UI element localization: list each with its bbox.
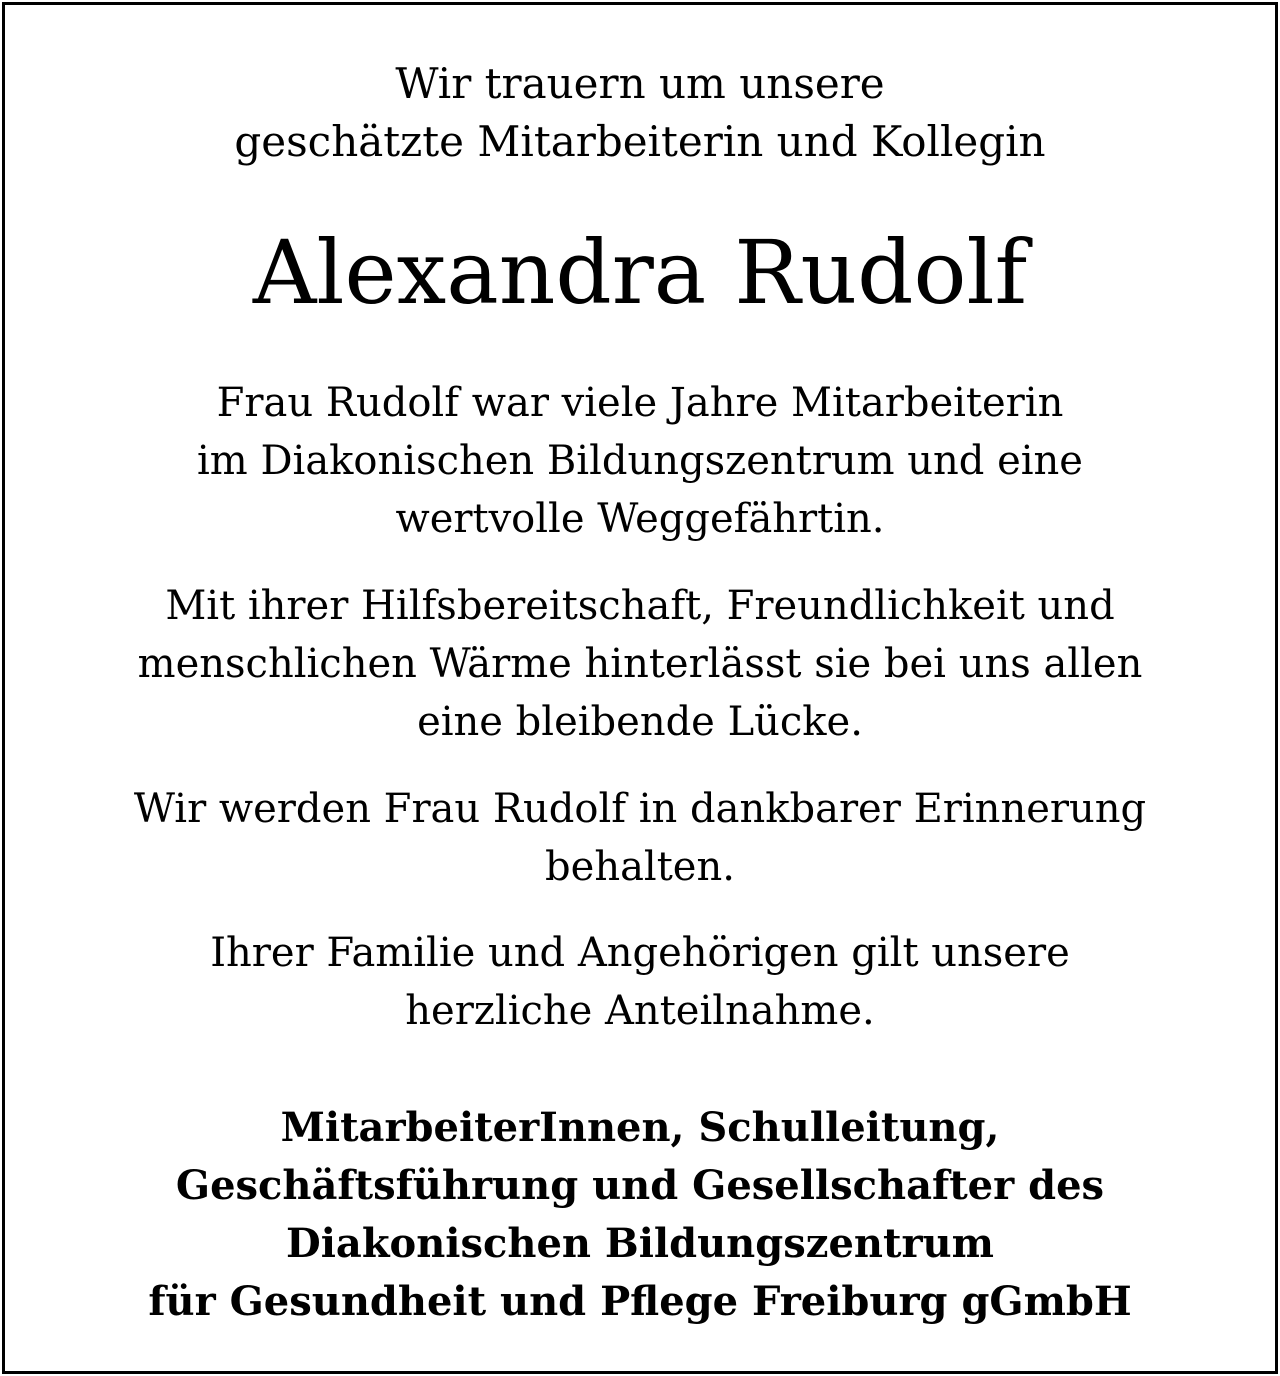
signature-line: Geschäftsführung und Gesellschafter des (175, 1162, 1105, 1209)
signature-line: für Gesundheit und Pflege Freiburg gGmbH (148, 1278, 1132, 1325)
paragraph-line: eine bleibende Lücke. (417, 699, 863, 745)
paragraph-line: Mit ihrer Hilfsbereitschaft, Freundlichkeit und (165, 583, 1115, 629)
signature-line: MitarbeiterInnen, Schulleitung, (280, 1104, 1000, 1151)
obituary-notice (2, 2, 1278, 1374)
paragraph-line: Frau Rudolf war viele Jahre Mitarbeiterin (216, 380, 1064, 426)
paragraph-line: wertvolle Weggefährtin. (395, 496, 885, 542)
signature-line: Diakonischen Bildungszentrum (286, 1220, 994, 1267)
paragraph-line: im Diakonischen Bildungszentrum und eine (197, 438, 1083, 484)
paragraph-line: Wir werden Frau Rudolf in dankbarer Erinnerung (133, 786, 1147, 832)
paragraph-line: behalten. (545, 844, 735, 890)
paragraph-line: menschlichen Wärme hinterlässt sie bei uns allen (137, 641, 1143, 687)
intro-line: geschätzte Mitarbeiterin und Kollegin (234, 117, 1046, 166)
paragraph-line: herzliche Anteilnahme. (405, 988, 875, 1034)
deceased-name: Alexandra Rudolf (252, 221, 1028, 324)
intro-line: Wir trauern um unsere (395, 59, 885, 108)
paragraph-line: Ihrer Familie und Angehörigen gilt unsere (210, 930, 1070, 976)
